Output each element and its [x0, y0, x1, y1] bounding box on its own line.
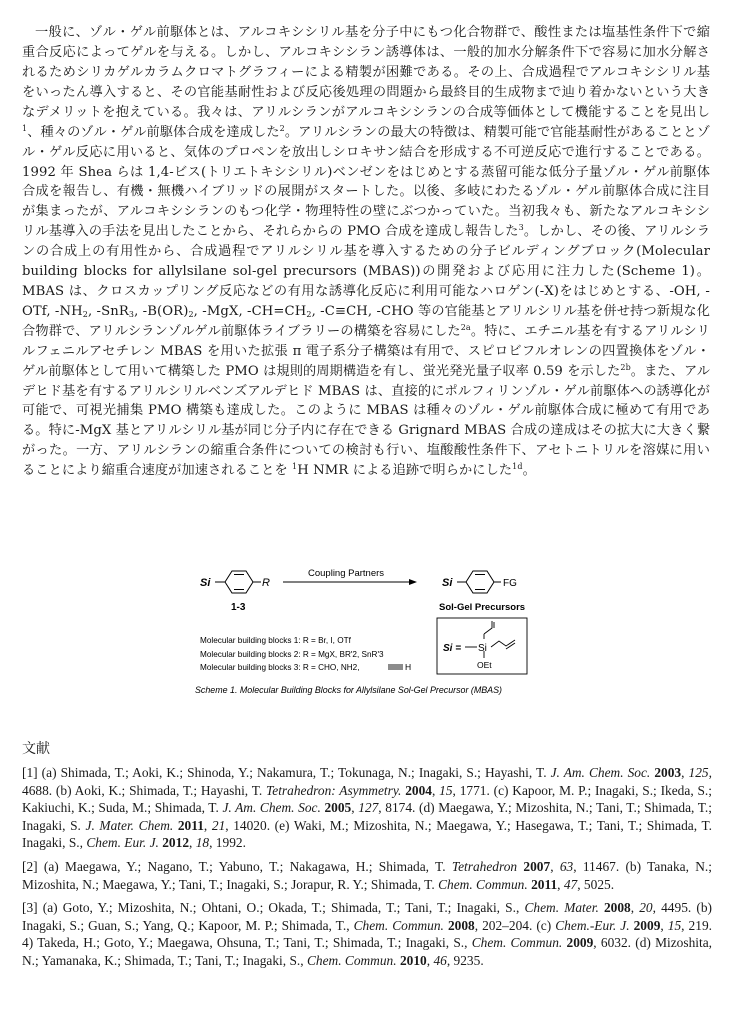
journal-name: Chem.-Eur. J.	[555, 917, 630, 933]
ref-year: 2011	[177, 817, 204, 833]
si-atom-label: Si	[478, 643, 487, 654]
text-segment: , -SnR	[87, 303, 129, 319]
ref-volume: 15	[439, 782, 453, 798]
scheme-1-diagram	[195, 566, 535, 698]
ref-volume: 63	[559, 858, 574, 874]
citation-superscript: 1	[22, 123, 28, 133]
scheme-caption: Scheme 1. Molecular Building Blocks for Allylsilane Sol-Gel Precursor (MBAS)	[195, 685, 502, 695]
ref-year: 2008	[447, 917, 475, 933]
references-list	[22, 764, 712, 976]
building-blocks-1: Molecular building blocks 1: R = Br, I, OTf	[200, 636, 351, 645]
ref-volume: 47	[563, 876, 578, 892]
scheme-1-figure	[195, 566, 535, 698]
ref-text: , 1992.	[209, 835, 246, 851]
ref-text: , 11467. (b) Tanaka, N.; Mizoshita, N.; Maegawa, Y.; Tani, T.; Inagaki, S.; Jorapur, R. Y.; Shimada, T.	[22, 858, 712, 892]
journal-name: Tetrahedron: Asymmetry.	[266, 782, 402, 798]
ref-text: [3] (a) Goto, Y.; Mizoshita, N.; Ohtani, O.; Okada, T.; Shimada, T.; Tani, T.; Inagaki, S.,	[22, 900, 525, 916]
product	[457, 571, 501, 593]
ref-volume: 18	[195, 835, 210, 851]
journal-name: Tetrahedron	[451, 858, 518, 874]
text-segment: 。また、アルデヒド基を有するアリルシリルベンズアルデヒド MBAS は、直接的にポルフィリンゾル・ゲル前駆体への誘導化が可能で、可視光捕集 PMO 構築も達成した。このように MBAS は種々のゾル・ゲル前駆体合成に極めて有用である。特に-MgX 基とアリルシリル基が同じ分子内に存在できる Grignard MBAS 合成の達成はその拡大に大きく繋がった。一方、アリルシランの縮重合条件についての検討も行い、塩酸酸性条件下、アセトニトリルを溶媒に用いることにより縮重合速度が加速されることを	[22, 363, 710, 479]
ref-year: 2012	[162, 835, 190, 851]
product-label: Sol-Gel Precursors	[439, 602, 526, 613]
citation-superscript: 3	[518, 223, 524, 233]
ref-year: 2003	[654, 765, 682, 780]
text-segment: 一般に、ゾル・ゲル前駆体とは、アルコキシシリル基を分子中にもつ化合物群で、酸性または塩基性条件下で縮重合反応によってゲルを与える。しかし、アルコキシシラン誘導体は、一般的加水分解条件下で容易に加水分解されるためシリカゲルカラムクロマトグラフィーによる精製が困難である。その上、合成過程でアルコキシシリル基をいったん導入すると、その官能基耐性および反応後処理の問題から最終目的生成物まで辿り着かないという大きなデメリットを抱えている。我々は、アリルシランがアルコキシシランの合成等価体として機能することを見出し	[22, 25, 710, 120]
citation-superscript: 2b	[620, 362, 631, 372]
r-label: R	[262, 577, 270, 589]
ref-text: [1] (a) Shimada, T.; Aoki, K.; Shinoda, Y.; Nakamura, T.; Tokunaga, N.; Inagaki, S.; Hayashi, T.	[22, 765, 551, 780]
journal-name: J. Am. Chem. Soc.	[550, 765, 651, 780]
fg-label: FG	[503, 578, 517, 589]
ref-year: 2011	[531, 876, 558, 892]
alkyne-h-label: H	[405, 662, 412, 672]
citation-superscript: 1d	[512, 462, 523, 472]
ref-year: 2010	[399, 952, 427, 968]
arrow-label: Coupling Partners	[308, 568, 385, 579]
ref-volume: 125	[688, 765, 709, 780]
body-paragraph	[22, 23, 710, 481]
ref-text: , 4688. (b) Aoki, K.; Shimada, T.; Hayashi, T.	[22, 765, 712, 798]
ref-year: 2009	[633, 917, 661, 933]
text-segment: , -MgX, -CH=CH	[193, 303, 307, 319]
ref-text: , 8174. (d) Maegawa, Y.; Mizoshita, N.; Tani, T.; Shimada, T.; Inagaki, S.	[22, 800, 712, 833]
ref-text: [2] (a) Maegawa, Y.; Nagano, T.; Yabuno, T.; Nakagawa, H.; Shimada, T.	[22, 858, 452, 874]
text-segment: 、種々のゾル・ゲル前駆体合成を達成した	[27, 124, 280, 140]
journal-name: J. Mater. Chem.	[85, 817, 174, 833]
building-blocks-2: Molecular building blocks 2: R = MgX, BR'2, SnR'3	[200, 650, 384, 659]
isotope-superscript: 1	[292, 462, 298, 472]
text-segment: 。	[522, 463, 536, 479]
ref-text: , 14020. (e) Waki, M.; Mizoshita, N.; Maegawa, Y.; Hasegawa, T.; Tani, T.; Shimada, T. Inagaki, S.,	[22, 817, 713, 851]
building-blocks-3: Molecular building blocks 3: R = CHO, NH2,	[200, 663, 360, 672]
text-segment: , -B(OR)	[134, 303, 189, 319]
si-label: Si	[442, 577, 453, 589]
ref-text: , 9235.	[446, 952, 484, 968]
ref-text: , 202–204. (c)	[474, 917, 556, 933]
allyl-groups	[465, 621, 515, 658]
starting-material	[215, 571, 261, 593]
compound-number: 1-3	[231, 602, 246, 613]
reference-2: [2] (a) Maegawa, Y.; Nagano, T.; Yabuno, T.; Nakagawa, H.; Shimada, T. Tetrahedron 2007, 63, 11467. (b) Tanaka, N.; Mizoshita, N.; Maegawa, Y.; Tani, T.; Inagaki, S.; Jorapur, R. Y.; Shimada, T. Chem. Commun. 2011, 47, 5025.	[22, 858, 712, 892]
ref-year: 2009	[566, 935, 594, 951]
journal-name: Chem. Commun.	[353, 917, 444, 933]
ref-text: , 1771. (c) Kapoor, M. P.; Inagaki, S.; Ikeda, S.; Kakiuchi, K.; Suda, M.; Shimada, T.	[22, 782, 712, 816]
ref-text: , 219. 4) Takeda, H.; Goto, Y.; Maegawa, Ohsuna, T.; Tani, T.; Shimada, T.; Inagaki, S.,	[22, 917, 712, 951]
subscript: 2	[306, 309, 312, 319]
citation-superscript: 2	[279, 123, 285, 133]
text-segment: H NMR による追跡で明らかにした	[297, 463, 513, 479]
subscript: 3	[128, 309, 135, 319]
references-heading: 文献	[22, 741, 50, 757]
text-segment: , -C≡CH, -CHO 等の官能基とアリルシリル基を併せ持つ新規な化合物群で、アリルシランゾルゲル前駆体ライブラリーの構築を容易にした	[22, 303, 710, 339]
reference-3: [3] (a) Goto, Y.; Mizoshita, N.; Ohtani, O.; Okada, T.; Shimada, T.; Tani, T.; Inagaki, S., Chem. Mater. 2008, 20, 4495. (b) Inagaki, S.; Guan, S.; Yang, Q.; Kapoor, M. P.; Shimada, T., Chem. Commun. 2008, 202–204. (c) Chem.-Eur. J. 2009, 15, 219. 4) Takeda, H.; Goto, Y.; Maegawa, Ohsuna, T.; Tani, T.; Shimada, T.; Inagaki, S., Chem. Commun. 2009, 6032. (d) Mizoshita, N.; Yamanaka, K.; Shimada, T.; Tani, T.; Inagaki, S., Chem. Commun. 2010, 46, 9235.	[22, 900, 713, 968]
ref-text: , 6032. (d) Mizoshita, N.; Yamanaka, K.; Shimada, T.; Tani, T.; Inagaki, S.,	[22, 935, 712, 968]
ref-volume: 20	[639, 900, 653, 916]
ref-year: 2005	[324, 800, 352, 816]
subscript: 2	[188, 309, 194, 319]
ref-volume: 15	[667, 917, 682, 933]
text-segment: 。アリルシランの最大の特徴は、精製可能で官能基耐性があることとゾル・ゲル反応に用いると、気体のプロペンを放出しシロキサン結合を形成する不可逆反応で進行することである。1992 年 Shea らは 1,4-ビス(トリエトキシシリル)ベンゼンをはじめとする蒸留可能な低分子量ゾル・ゲル前駆体合成を報告し、有機・無機ハイブリッドの展開がスタートした。以後、多岐にわたるゾル・ゲル前駆体合成に注目が集まったが、アルコキシシランのもつ化学・物理特性の壁にぶつかっていた。当初我々も、新たなアルコキシシリル基導入の手法を見出したことから、それらからの PMO 合成を達成し報告した	[22, 124, 710, 240]
si-label: Si	[200, 577, 211, 589]
journal-name: J. Am. Chem. Soc.	[222, 800, 321, 816]
ref-volume: 21	[211, 817, 226, 833]
ref-volume: 46	[433, 952, 447, 968]
ethynyl-triple-bond	[388, 665, 403, 669]
text-segment: 。特に、エチニル基を有するアリルシリルフェニルアセチレン MBAS を用いた拡張 π 電子系分子構築は有用で、スピロビフルオレンの四置換体をゾル・ゲル前駆体として用いて構築した PMO は規則的周期構造を有し、蛍光発光量子収率 0.59 を示した	[22, 323, 710, 379]
ref-volume: 127	[358, 800, 379, 816]
ref-year: 2007	[523, 858, 551, 874]
subscript: 2	[82, 309, 88, 319]
reference-1: [1] (a) Shimada, T.; Aoki, K.; Shinoda, Y.; Nakamura, T.; Tokunaga, N.; Inagaki, S.; Hayashi, T. J. Am. Chem. Soc. 2003, 125, 4688. (b) Aoki, K.; Shimada, T.; Hayashi, T. Tetrahedron: Asymmetry. 2004, 15, 1771. (c) Kapoor, M. P.; Inagaki, S.; Ikeda, S.; Kakiuchi, K.; Suda, M.; Shimada, T. J. Am. Chem. Soc. 2005, 127, 8174. (d) Maegawa, Y.; Mizoshita, N.; Tani, T.; Shimada, T.; Inagaki, S. J. Mater. Chem. 2011, 21, 14020. (e) Waki, M.; Mizoshita, N.; Maegawa, Y.; Hasegawa, T.; Tani, T.; Shimada, T. Inagaki, S., Chem. Eur. J. 2012, 18, 1992.	[22, 765, 713, 851]
journal-name: Chem. Eur. J.	[86, 835, 159, 851]
ref-year: 2004	[405, 782, 432, 798]
ref-text: , 4495. (b) Inagaki, S.; Guan, S.; Yang, Q.; Kapoor, M. P.; Shimada, T.,	[22, 900, 713, 933]
ref-text: , 5025.	[577, 876, 615, 892]
si-definition-label: Si =	[443, 643, 462, 654]
oet-label: OEt	[477, 660, 492, 670]
ref-year: 2008	[603, 900, 631, 916]
journal-name: Chem. Commun.	[306, 952, 397, 968]
journal-name: Chem. Mater.	[524, 900, 599, 916]
journal-name: Chem. Commun.	[471, 935, 563, 951]
reaction-arrow	[283, 579, 417, 585]
text-segment: 。しかし、その後、アリルシランの合成上の有用性から、合成過程でアリルシリル基を導入するための分子ビルディングブロック(Molecular building blocks for allylsilane sol-gel precursors (MBAS))の開発および応用に注力した(Scheme 1)。MBAS は、クロスカップリング反応などの有用な誘導化反応に利用可能なハロゲン(-X)をはじめとする、-OH, -OTf, -NH	[22, 224, 711, 319]
citation-superscript: 2a	[460, 322, 471, 332]
journal-name: Chem. Commun.	[438, 876, 528, 892]
